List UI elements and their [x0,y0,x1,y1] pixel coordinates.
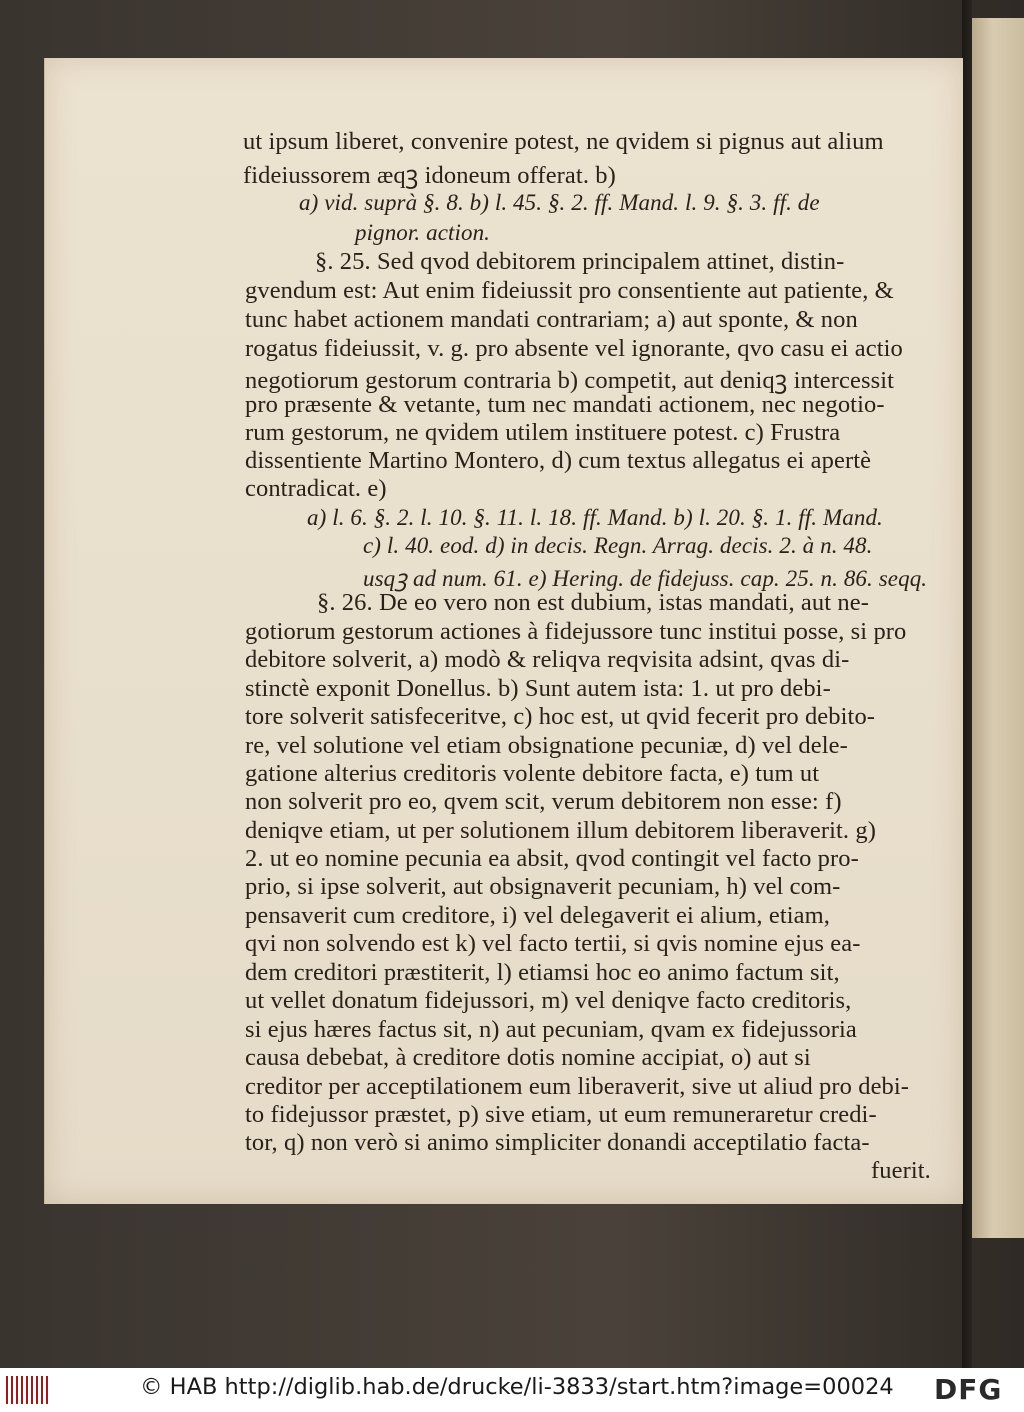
footnote-line: a) l. 6. §. 2. l. 10. §. 11. l. 18. ff. Mand. b) l. 20. §. 1. ff. Mand. [307,505,883,530]
text-line: negotiorum gestorum contraria b) competit, aut deniqꝫ intercessit [245,367,895,394]
text-line: tunc habet actionem mandati contrariam; a) aut sponte, & non [245,306,858,333]
text-line: re, vel solutione vel etiam obsignatione pecuniæ, d) vel dele- [245,732,848,759]
text-line: qvi non solvendo est k) vel facto tertii, si qvis nomine ejus ea- [245,930,861,957]
text-line: prio, si ipse solverit, aut obsignaverit pecuniam, h) vel com- [245,873,841,900]
text-line: non solverit pro eo, qvem scit, verum debitorem non esse: f) [245,788,842,815]
text-line: ut vellet donatum fidejussori, m) vel deniqve facto creditoris, [245,987,852,1014]
text-line: rum gestorum, ne qvidem utilem instituere potest. c) Frustra [245,419,841,446]
text-line: contradicat. e) [245,475,387,502]
text-line: rogatus fideiussit, v. g. pro absente vel ignorante, qvo casu ei actio [245,335,903,362]
dfg-logo: DFG [934,1373,1003,1406]
text-line: pensaverit cum creditore, i) vel delegaverit ei alium, etiam, [245,902,831,929]
document-page [44,58,963,1204]
footnote-line: pignor. action. [355,220,491,245]
footnote-line: a) vid. suprà §. 8. b) l. 45. §. 2. ff. Mand. l. 9. §. 3. ff. de [299,190,820,215]
copyright-url: © HAB http://diglib.hab.de/drucke/li-3833/start.htm?image=00024 [140,1374,894,1400]
facing-page-edge [972,18,1024,1238]
text-line: fideiussorem æqꝫ idoneum offerat. b) [243,162,616,189]
text-line: gvendum est: Aut enim fideiussit pro consentiente aut patiente, & [245,277,894,304]
text-line: tor, q) non verò si animo simpliciter donandi acceptilatio facta- [245,1129,870,1156]
text-line: creditor per acceptilationem eum liberaverit, sive ut aliud pro debi- [245,1073,910,1100]
text-line: causa debebat, à creditore dotis nomine accipiat, o) aut si [245,1044,811,1071]
text-line: ut ipsum liberet, convenire potest, ne qvidem si pignus aut alium [243,128,884,155]
book-gutter [962,0,972,1368]
text-line: dissentiente Martino Montero, d) cum textus allegatus ei apertè [245,447,872,474]
text-line: debitore solverit, a) modò & reliqva reqvisita adsint, qvas di- [245,646,850,673]
text-line: gatione alterius creditoris volente debitore facta, e) tum ut [245,760,820,787]
footnote-line: c) l. 40. eod. d) in decis. Regn. Arrag. decis. 2. à n. 48. [363,533,873,558]
text-line: gotiorum gestorum actiones à fidejussore tunc institui posse, si pro [245,618,907,645]
footnote-line: usqꝫ ad num. 61. e) Hering. de fidejuss. cap. 25. n. 86. seqq. [363,566,928,591]
text-line: stinctè exponit Donellus. b) Sunt autem ista: 1. ut pro debi- [245,675,831,702]
text-line: pro præsente & vetante, tum nec mandati actionem, nec negotio- [245,391,885,418]
hab-logo-icon [6,1376,48,1404]
text-line: to fidejussor præstet, p) sive etiam, ut eum remuneraretur credi- [245,1101,877,1128]
text-line: fuerit. [871,1157,931,1184]
section-heading-line: §. 26. De eo vero non est dubium, istas mandati, aut ne- [317,589,869,616]
text-line: 2. ut eo nomine pecunia ea absit, qvod contingit vel facto pro- [245,845,859,872]
text-line: si ejus hæres factus sit, n) aut pecuniam, qvam ex fidejussoria [245,1016,857,1043]
footer-bar [0,1368,1024,1412]
text-line: tore solverit satisfeceritve, c) hoc est, ut qvid fecerit pro debito- [245,703,876,730]
section-heading-line: §. 25. Sed qvod debitorem principalem attinet, distin- [315,248,845,275]
text-line: deniqve etiam, ut per solutionem illum debitorem liberaverit. g) [245,817,876,844]
text-line: dem creditori præstiterit, l) etiamsi hoc eo animo factum sit, [245,959,840,986]
